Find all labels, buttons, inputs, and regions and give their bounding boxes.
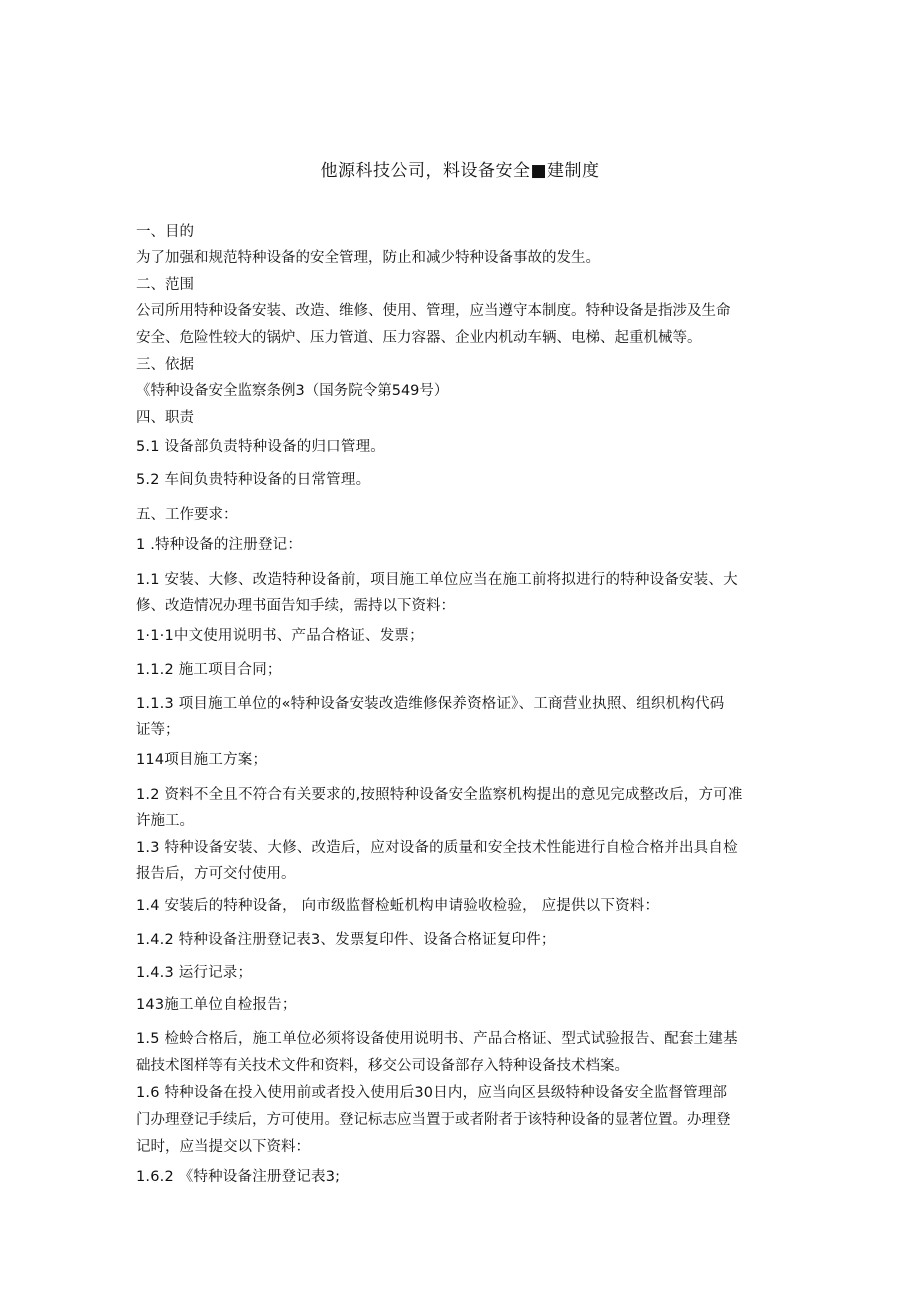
clause-line: 1.4 安装后的特种设备， 向市级监督检蚯机构申请验收检验， 应提供以下资料： — [136, 898, 660, 914]
section-heading-scope: 二、范围 — [136, 277, 194, 293]
clause-line: 114项目施工方案； — [136, 752, 268, 768]
clause-line: 1.3 特种设备安装、大修、改造后，应对设备的质量和安全技术性能进行自检合格并出具自检 — [136, 840, 738, 856]
paragraph-line: 报告后，方可交付使用。 — [136, 866, 296, 882]
clause-line: 1.6 特种设备在投入使用前或者投入使用后30日内，应当向区县级特种设备安全监督管理部 — [136, 1085, 728, 1101]
clause-line: 1.1 安装、大修、改造特种设备前，项目施工单位应当在施工前将拟进行的特种设备安装、大 — [136, 572, 738, 588]
paragraph-line: 许施工。 — [136, 813, 194, 829]
paragraph-line: 门办理登记手续后，方可使用。登记标志应当置于或者附者于该特种设备的显著位置。办理登 — [136, 1112, 731, 1128]
paragraph-line: 修、改造情况办理书面告知手续，需持以下资料： — [136, 598, 455, 614]
clause-line: 1·1·1中文使用说明书、产品合格证、发票； — [136, 628, 424, 644]
clause-line: 5.2 车间负贵特种设备的日常管理。 — [136, 472, 371, 488]
section-heading-requirements: 五、工作要求： — [136, 507, 238, 523]
paragraph-line: 础技术图样等有关技术文件和资料，移交公司设备部存入特种设备技术档案。 — [136, 1058, 629, 1074]
clause-line: 5.1 设备部负责特种设备的归口管理。 — [136, 439, 385, 455]
clause-line: 1.2 资料不全且不符合有关要求的,按照特种设备安全监察机构提出的意见完成整改后，方可准 — [136, 787, 743, 803]
section-heading-duties: 四、职责 — [136, 410, 194, 426]
paragraph-line: 公司所用特种设备安装、改造、维修、使用、管理，应当遵守本制度。特种设备是指涉及生命 — [136, 303, 731, 319]
clause-line: 1.4.3 运行记录； — [136, 965, 253, 981]
paragraph-line: 记时，应当提交以下资料： — [136, 1139, 310, 1155]
clause-line: 1.5 检蛉合格后，施工单位必须将设备使用说明书、产品合格证、型式试验报告、配套土建基 — [136, 1031, 738, 1047]
document-title: 他源科技公司，料设备安全■建制度 — [320, 161, 600, 181]
paragraph-line: 安全、危险性较大的锅炉、压力管道、压力容器、企业内机动车辆、电梯、起重机械等。 — [136, 330, 702, 346]
paragraph-line: 为了加强和规范特种设备的安全管理，防止和减少特种设备事故的发生。 — [136, 250, 600, 266]
clause-line: 1.6.2 《特种设备注册登记表3; — [136, 1169, 341, 1185]
clause-line: 1 .特种设备的注册登记： — [136, 537, 303, 553]
clause-line: 143施工单位自检报告； — [136, 997, 297, 1013]
clause-line: 1.1.2 施工项目合同； — [136, 662, 282, 678]
paragraph-line: 《特种设备安全监察条例3（国务院令第549号） — [136, 383, 449, 399]
section-heading-basis: 三、依据 — [136, 357, 194, 373]
clause-line: 1.4.2 特种设备注册登记表3、发票复印件、设备合格证复印件； — [136, 932, 556, 948]
section-heading-purpose: 一、目的 — [136, 224, 194, 240]
clause-line: 1.1.3 项目施工单位的«特种设备安装改造维修保养资格证》、工商营业执照、组织机构代码 — [136, 696, 725, 712]
paragraph-line: 证等； — [136, 722, 180, 738]
